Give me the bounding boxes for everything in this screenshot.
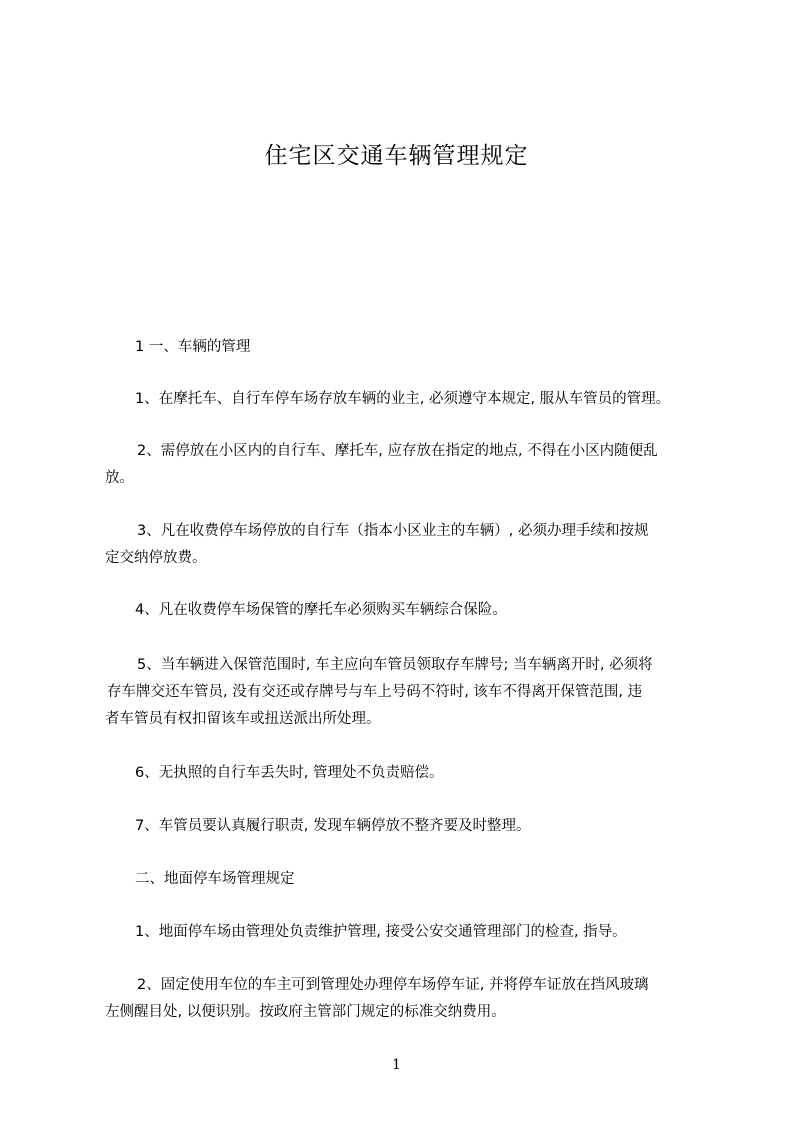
paragraph-6: 6、无执照的自行车丢失时, 管理处不负责赔偿。 [135,765,444,781]
paragraph-2-line-1: 2、需停放在小区内的自行车、摩托车, 应存放在指定的地点, 不得在小区内随便乱 [137,443,658,459]
paragraph-5-line-2: 存车牌交还车管员, 没有交还或存牌号与车上号码不符时, 该车不得离开保管范围, 违 [107,684,643,700]
section-2-heading: 二、地面停车场管理规定 [135,871,295,887]
paragraph-3-line-1: 3、凡在收费停车场停放的自行车（指本小区业主的车辆）, 必须办理手续和按规 [137,523,649,539]
paragraph-5-line-1: 5、当车辆进入保管范围时, 车主应向车管员领取存车牌号; 当车辆离开时, 必须将 [137,657,653,673]
paragraph-7: 7、车管员要认真履行职责, 发现车辆停放不整齐要及时整理。 [135,818,531,834]
paragraph-1: 1、在摩托车、自行车停车场存放车辆的业主, 必须遵守本规定, 服从车管员的管理。 [135,391,671,407]
section-2-paragraph-2-line-2: 左侧醒目处, 以便识别。按政府主管部门规定的标准交纳费用。 [105,1004,506,1020]
section-2-paragraph-2-line-1: 2、固定使用车位的车主可到管理处办理停车场停车证, 并将停车证放在挡风玻璃 [137,977,649,993]
paragraph-3-line-2: 定交纳停放费。 [105,550,207,566]
paragraph-5-line-3: 者车管员有权扣留该车或扭送派出所处理。 [105,711,381,727]
page-number: 1 [392,1057,401,1073]
section-2-paragraph-1: 1、地面停车场由管理处负责维护管理, 接受公安交通管理部门的检查, 指导。 [135,924,627,940]
section-1-heading: 1 一、车辆的管理 [135,339,251,355]
paragraph-2-line-2: 放。 [105,470,134,486]
document-title: 住宅区交通车辆管理规定 [264,143,529,169]
paragraph-4: 4、凡在收费停车场保管的摩托车必须购买车辆综合保险。 [135,602,507,618]
